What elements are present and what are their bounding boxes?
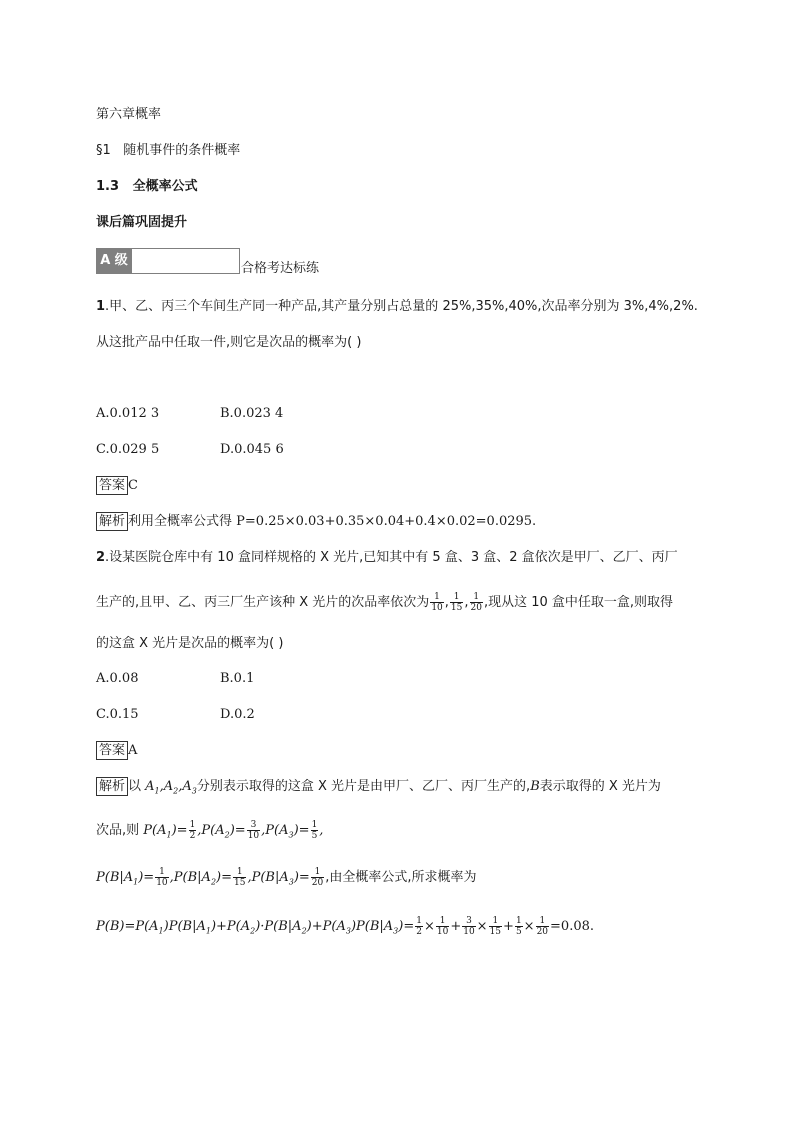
question-1-text-1: .甲、乙、丙三个车间生产同一种产品,其产量分别占总量的 25%,35%,40%,次品率分别为 3%,4%,2%.	[105, 299, 698, 314]
formula: $P(B)=P(A_1)P(B|A_1)+P(A_2)\cdot P(B|A_2)+P(A_3)P(B|A_3)=$ $\frac{1}{2}$ × $\frac{1}{10}$ + $\frac{3}{10}$ × $\frac{1}{15}$ + $\frac{1}{5}$ × $\frac{1}{20}$	[96, 916, 549, 937]
analysis-text: 表示取得的 X 光片为	[539, 779, 661, 794]
formula: $P(A_1)=$ $\frac{1}{2}$ $,P(A_2)=$ $\frac{3}{10}$ $,P(A_3)=$ $\frac{1}{5}$ ,	[143, 820, 324, 841]
question-1-line-1	[96, 297, 698, 317]
formula: $P(B|A_1)=$ $\frac{1}{10}$ $,P(B|A_2)=$ $\frac{1}{15}$ $,P(B|A_3)=$ $\frac{1}{20}$	[96, 867, 324, 888]
subsection-number: 1.3	[96, 179, 120, 194]
fraction: $\frac{1}{15}$	[450, 592, 463, 613]
subsection-heading	[96, 177, 198, 197]
analysis-text: 以	[128, 779, 146, 794]
level-badge: A 级	[96, 248, 132, 274]
events-formula: $A_1,A_2,A_3$	[145, 779, 197, 796]
question-2-answer	[96, 741, 137, 761]
question-1-answer	[96, 476, 138, 496]
section-title: 随机事件的条件概率	[123, 143, 241, 158]
question-1-text-2: 从这批产品中任取一件,则它是次品的概率为( )	[96, 335, 362, 350]
question-1-option-d[interactable]: D.0.045 6	[220, 442, 284, 457]
question-2-option-b[interactable]: B.0.1	[220, 671, 255, 686]
question-2-analysis-line-2	[96, 820, 323, 846]
level-label: 合格考达标练	[241, 261, 320, 276]
fraction: $\frac{1}{20}$	[470, 592, 482, 613]
answer-value: A	[128, 743, 138, 758]
question-2-line-2: 生产的,且甲、乙、丙三厂生产该种 X 光片的次品率依次为 $\frac{1}{10}$ , $\frac{1}{15}$ , $\frac{1}{20}$ ,现从这 10 盒中任取一盒,则取得	[96, 592, 674, 613]
analysis-text: 分别表示取得的这盒 X 光片是由甲厂、乙厂、丙厂生产的,	[196, 779, 531, 794]
question-2-option-a[interactable]: A.0.08	[96, 671, 139, 686]
analysis-text: 次品,则	[96, 823, 140, 838]
question-1-option-b[interactable]: B.0.023 4	[220, 406, 284, 421]
practice-heading: 课后篇巩固提升	[96, 215, 188, 230]
answer-tag: 答案	[96, 741, 128, 760]
question-2-analysis-line-3	[96, 867, 477, 893]
question-2-text-2a: 生产的,且甲、乙、丙三厂生产该种 X 光片的次品率依次为	[96, 595, 430, 610]
analysis-text: ,由全概率公式,所求概率为	[325, 870, 477, 885]
section-heading	[96, 141, 240, 161]
event-b: B	[530, 779, 540, 794]
question-1-number: 1	[96, 299, 106, 314]
question-1-option-c[interactable]: C.0.029 5	[96, 442, 160, 457]
question-2-analysis-line-1	[96, 777, 661, 802]
question-2-number: 2	[96, 550, 106, 565]
result: =0.08.	[550, 919, 595, 934]
question-2-option-c[interactable]: C.0.15	[96, 707, 139, 722]
section-number: §1	[96, 143, 111, 158]
question-2-text-2b: ,现从这 10 盒中任取一盒,则取得	[483, 595, 674, 610]
analysis-tag: 解析	[96, 512, 128, 531]
question-2-option-d[interactable]: D.0.2	[220, 707, 255, 722]
question-1-option-a[interactable]: A.0.012 3	[96, 406, 160, 421]
question-2-text-3: 的这盒 X 光片是次品的概率为( )	[96, 636, 284, 651]
chapter-title: 第六章概率	[96, 107, 162, 122]
answer-value: C	[128, 478, 138, 493]
analysis-formula: P=0.25×0.03+0.35×0.04+0.4×0.02=0.0295.	[236, 514, 537, 529]
analysis-tag: 解析	[96, 777, 128, 796]
level-badge-box	[131, 248, 240, 274]
answer-tag: 答案	[96, 476, 128, 495]
fraction: $\frac{1}{10}$	[431, 592, 443, 613]
question-2-text-1: .设某医院仓库中有 10 盒同样规格的 X 光片,已知其中有 5 盒、3 盒、2 盒依次是甲厂、乙厂、丙厂	[105, 550, 678, 565]
question-1-analysis	[96, 512, 536, 532]
analysis-text: 利用全概率公式得	[128, 514, 237, 529]
question-2-analysis-line-4	[96, 916, 594, 942]
question-2-line-1	[96, 548, 678, 568]
subsection-title: 全概率公式	[132, 179, 198, 194]
